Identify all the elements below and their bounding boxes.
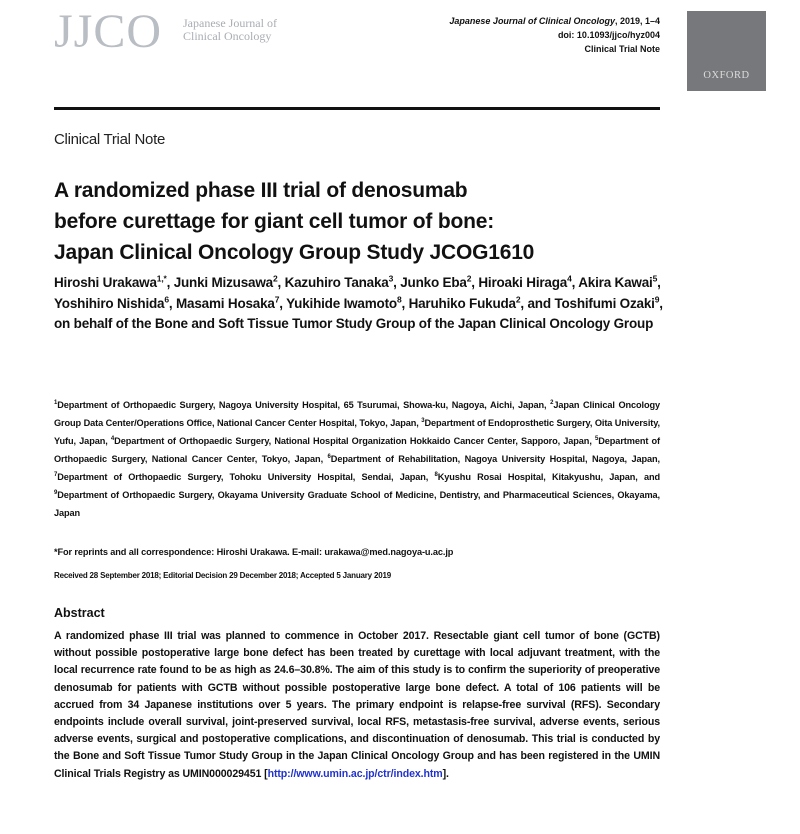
author-list: [54, 273, 664, 335]
citation: [340, 14, 660, 28]
author-separator: ,: [277, 275, 285, 290]
affiliation-number: 8: [434, 471, 438, 478]
correspondence: *For reprints and all correspondence: Hiroshi Urakawa. E-mail: urakawa@med.nagoya-u.ac.jp: [54, 547, 454, 557]
author-name: Junki Mizusawa: [173, 275, 273, 290]
title-line: A randomized phase III trial of denosumab: [54, 179, 468, 202]
affiliation-text: Japan Clinical Oncology Group Data Center/Operations Office, National Cancer Center Hospital, Tokyo, Japan,: [54, 400, 661, 428]
affiliation-number: 2: [550, 399, 554, 406]
abstract-heading: Abstract: [54, 606, 105, 620]
registry-link[interactable]: http://www.umin.ac.jp/ctr/index.htm: [267, 767, 443, 780]
article-type: Clinical Trial Note: [584, 44, 660, 54]
author-affiliation-mark: 1,*: [156, 273, 167, 284]
author-separator: ,: [279, 295, 287, 311]
author-name: Hiroshi Urakawa: [54, 275, 157, 290]
affiliation-number: 6: [327, 453, 331, 460]
author-name: Junko Eba: [400, 275, 467, 290]
author-separator: ,: [471, 275, 479, 290]
author-affiliation-mark: 6: [164, 294, 169, 304]
publisher-logo: [687, 11, 766, 91]
author-separator: , and: [520, 295, 555, 311]
affiliation-number: 9: [54, 489, 58, 496]
affiliation-text: Department of Orthopaedic Surgery, National Hospital Organization Hokkaido Cancer Center, Sapporo, Japan,: [114, 436, 595, 446]
logo-subtitle-line2: Clinical Oncology: [183, 29, 272, 43]
author-affiliation-mark: 8: [396, 294, 402, 304]
affiliation-number: 5: [595, 435, 599, 442]
affiliation-text: Department of Orthopaedic Surgery, Tohoku University Hospital, Sendai, Japan,: [57, 472, 435, 482]
author-affiliation-mark: 5: [652, 273, 658, 284]
author-separator: ,: [657, 275, 661, 290]
affiliation-text: Department of Endoprosthetic Surgery, Oita University, Yufu, Japan,: [54, 418, 661, 446]
section-label: Clinical Trial Note: [54, 131, 166, 148]
author-separator: ,: [168, 295, 177, 311]
author-name: Yoshihiro Nishida: [54, 295, 165, 311]
author-name: Akira Kawai: [578, 275, 653, 290]
affiliation-number: 1: [54, 399, 58, 406]
header-rule: [54, 107, 660, 110]
author-separator: ,: [571, 275, 579, 290]
citation-block: [340, 14, 660, 56]
author-name: Yukihide Iwamoto: [286, 295, 397, 311]
abstract-text: [54, 628, 660, 783]
affiliation-text: Kyushu Rosai Hospital, Kitakyushu, Japan, and: [437, 472, 660, 482]
article-title: [54, 175, 674, 268]
author-separator: ,: [401, 295, 409, 311]
author-name: Hiroaki Hiraga: [478, 275, 568, 290]
affiliation-text: Department of Orthopaedic Surgery, Okayama University Graduate School of Medicine, Dentistry, and Pharmaceutical Sciences, Okayama, Japan: [54, 490, 660, 518]
author-name: Kazuhiro Tanaka: [284, 275, 389, 290]
doi[interactable]: doi: 10.1093/jjco/hyz004: [557, 30, 660, 40]
affiliation-text: Department of Orthopaedic Surgery, National Cancer Center, Tokyo, Japan,: [54, 436, 660, 464]
author-name: Masami Hosaka: [176, 295, 275, 311]
publisher-logo-text: OXFORD: [703, 70, 750, 81]
citation-year-pages: , 2019, 1–4: [614, 16, 660, 26]
author-name: Toshifumi Ozaki: [554, 295, 655, 311]
authors-suffix: , on behalf of the Bone and Soft Tissue Tumor Study Group of the Japan Clinical Oncology Group: [54, 295, 663, 331]
abstract-end: ].: [442, 767, 449, 780]
title-line: Japan Clinical Oncology Group Study JCOG1610: [54, 241, 535, 264]
journal-logo-subtitle: [183, 17, 277, 43]
affiliation-text: Department of Rehabilitation, Nagoya University Hospital, Nagoya, Japan,: [330, 454, 660, 464]
received-dates: Received 28 September 2018; Editorial Decision 29 December 2018; Accepted 5 January 2019: [54, 571, 391, 580]
journal-logo: JJCO: [54, 5, 163, 58]
author-affiliation-mark: 9: [654, 294, 660, 304]
affiliation-number: 4: [110, 435, 115, 442]
author-name: Haruhiko Fukuda: [408, 295, 516, 311]
author-affiliation-mark: 2: [466, 273, 472, 284]
logo-subtitle-line1: Japanese Journal of: [183, 16, 277, 30]
author-separator: ,: [393, 275, 401, 290]
abstract-body: A randomized phase III trial was planned to commence in October 2017. Resectable giant cell tumor of bone (GCTB) without possible postoperative large bone defect has been treated by curettage with local adjuvant treatment, with the local recurrence rate found to be as high as 24.6–30.8%. The aim of this study is to confirm the superiority of preoperative denosumab for patients with GCTB without possible postoperative large bone defect. A total of 106 patients will be accrued from 34 Japanese institutions over 5 years. The primary endpoint is relapse-free survival (RFS). Secondary endpoints include overall survival, joint-preserved survival, local RFS, metastasis-free survival, adverse events, serious adverse events, surgical and postoperative complications, and discontinuation of denosumab. This trial is conducted by the Bone and Soft Tissue Tumor Study Group in the Japan Clinical Oncology Group and has been registered in the UMIN Clinical Trials Registry as UMIN000029451 [: [54, 630, 660, 780]
author-affiliation-mark: 2: [272, 273, 278, 284]
affiliation-text: Department of Orthopaedic Surgery, Nagoya University Hospital, 65 Tsurumai, Showa-ku, Nagoya, Aichi, Japan,: [57, 400, 551, 410]
author-affiliation-mark: 7: [274, 294, 280, 304]
author-affiliation-mark: 4: [567, 273, 572, 284]
author-separator: ,: [166, 275, 174, 290]
affiliation-number: 7: [54, 471, 58, 478]
title-line: before curettage for giant cell tumor of bone:: [54, 210, 495, 233]
citation-journal: Japanese Journal of Clinical Oncology: [449, 16, 615, 26]
affiliations: [54, 396, 660, 522]
author-affiliation-mark: 3: [388, 273, 394, 284]
author-affiliation-mark: 2: [515, 294, 521, 304]
affiliation-number: 3: [421, 417, 425, 424]
